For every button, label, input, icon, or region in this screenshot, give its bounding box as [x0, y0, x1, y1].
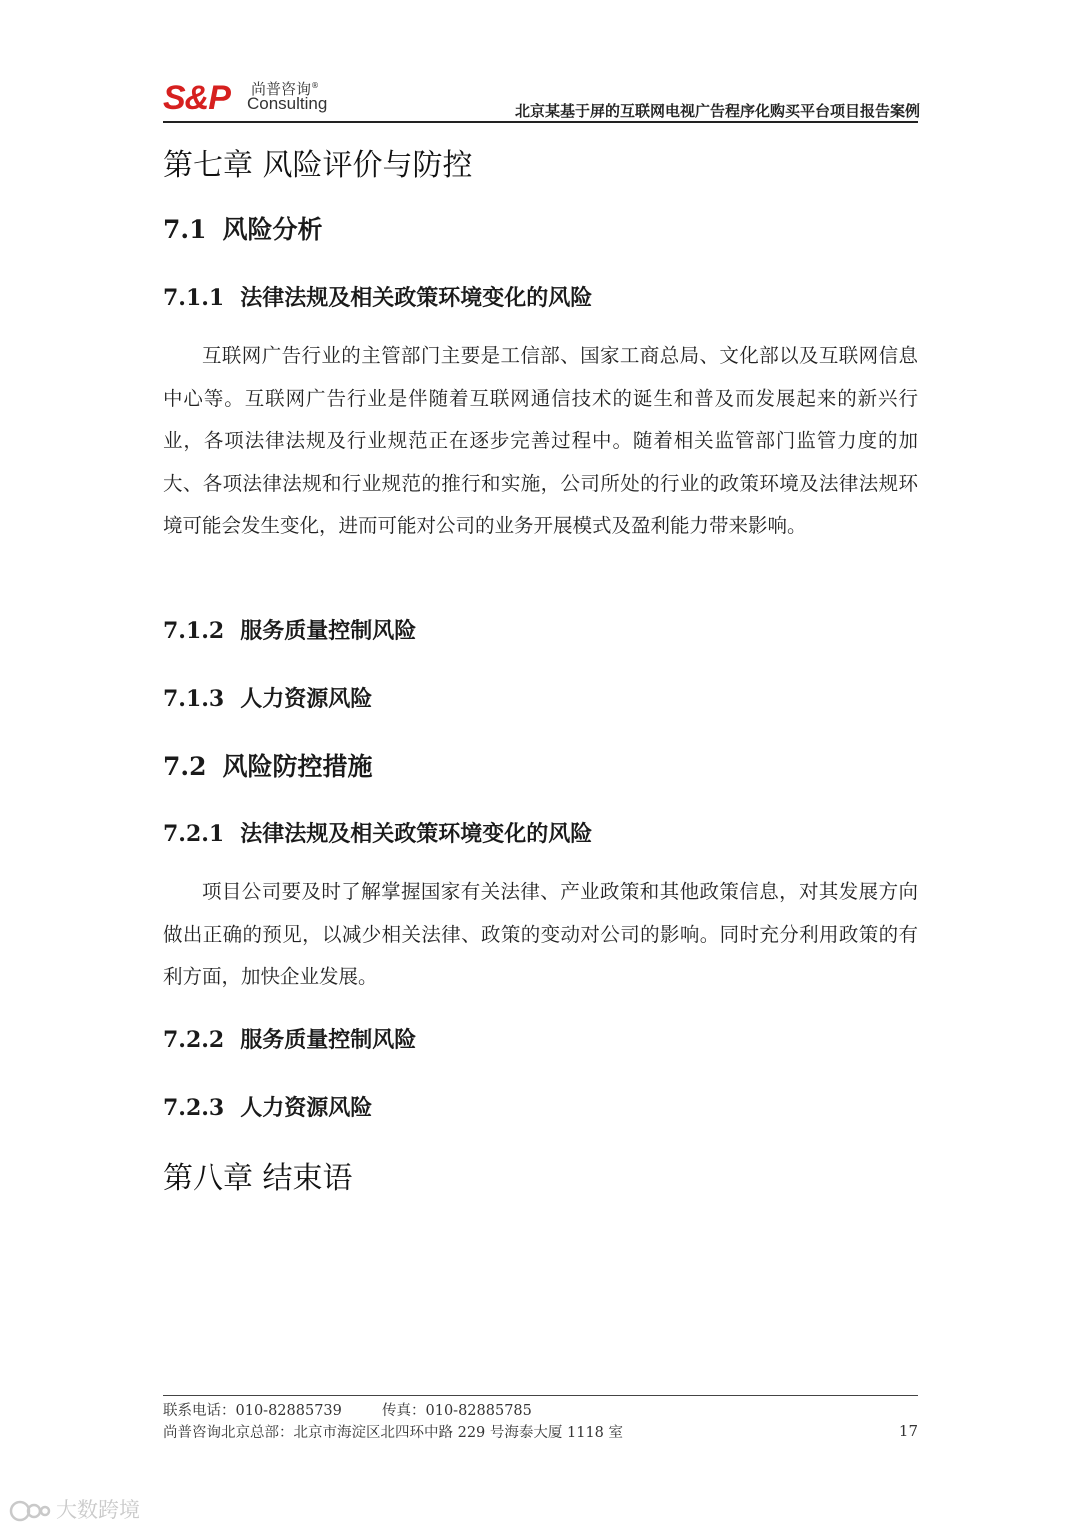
section-7-2-1-paragraph: 项目公司要及时了解掌握国家有关法律、产业政策和其他政策信息，对其发展方向做出正确的预见，以减少相关法律、政策的变动对公司的影响。同时充分利用政策的有利方面，加快企业发展。: [163, 880, 918, 989]
logo-mark: S&P: [163, 79, 230, 117]
document-title: 北京某基于屏的互联网电视广告程序化购买平台项目报告案例: [514, 102, 920, 120]
watermark-logo-icon: [8, 1498, 52, 1524]
footer-address: 尚普咨询北京总部：北京市海淀区北四环中路 229 号海泰大厦 1118 室: [163, 1425, 624, 1441]
footer-divider: [163, 1395, 918, 1396]
section-7-2-1-heading: 7.2.1 法律法规及相关政策环境变化的风险: [163, 821, 593, 847]
page-number: 17: [898, 1422, 918, 1440]
watermark: [8, 1494, 140, 1524]
footer-phone: 联系电话：010-82885739: [163, 1403, 342, 1419]
section-7-1-heading: 7.1 风险分析: [163, 215, 323, 244]
section-7-1-2-heading: 7.1.2 服务质量控制风险: [163, 618, 417, 644]
section-7-2-2-heading: 7.2.2 服务质量控制风险: [163, 1027, 417, 1053]
company-logo: [163, 77, 343, 117]
logo-chinese-name: 尚普咨询®: [251, 80, 320, 98]
logo-english-name: Consulting: [247, 94, 328, 113]
section-7-1-1-paragraph: 互联网广告行业的主管部门主要是工信部、国家工商总局、文化部以及互联网信息中心等。互联网广告行业是伴随着互联网通信技术的诞生和普及而发展起来的新兴行业，各项法律法规及行业规范正在逐步完善过程中。随着相关监管部门监管力度的加大、各项法律法规和行业规范的推行和实施，公司所处的行业的政策环境及法律法规环境可能会发生变化，进而可能对公司的业务开展模式及盈利能力带来影响。: [163, 344, 918, 538]
chapter-7-heading: 第七章 风险评价与防控: [163, 148, 473, 183]
section-7-1-3-heading: 7.1.3 人力资源风险: [163, 686, 373, 712]
section-7-2-3-heading: 7.2.3 人力资源风险: [163, 1095, 373, 1121]
section-7-1-1-heading: 7.1.1 法律法规及相关政策环境变化的风险: [163, 285, 593, 311]
logo-registered: ®: [311, 81, 320, 90]
watermark-text: 大数跨境: [56, 1498, 140, 1522]
footer-fax: 传真：010-82885785: [382, 1403, 532, 1419]
chapter-8-heading: 第八章 结束语: [163, 1161, 353, 1196]
header-divider: [163, 121, 918, 123]
section-7-2-heading: 7.2 风险防控措施: [163, 752, 373, 781]
